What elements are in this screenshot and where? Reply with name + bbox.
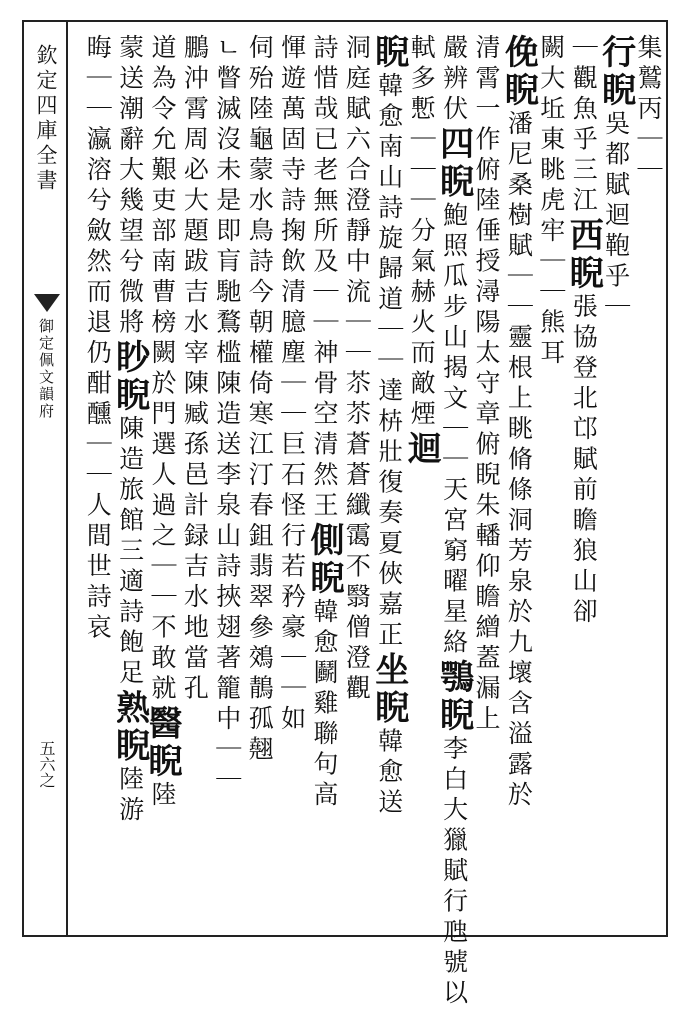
text-run: 集鷲丙 <box>634 34 663 126</box>
text-run: 吳都賦迴鞄乎｜ <box>601 110 631 324</box>
headword: 睨 <box>563 255 604 293</box>
headword: 行 <box>595 34 636 72</box>
text-run: 潘尼桑樹賦｜｜靈根上眺脩條洞芳泉於九壞含溢露於 <box>504 110 534 812</box>
headword: 睨 <box>498 72 539 110</box>
text-run: ｜｜ <box>634 125 663 187</box>
headword: 睨 <box>368 689 409 728</box>
frame-bottom-border <box>22 935 668 937</box>
text-run: 清霄一作俯陸倕授潯陽太守章俯睨朱轓仰瞻繒蓋漏上 <box>472 34 501 736</box>
headword: 睨 <box>368 34 409 72</box>
text-run: 行若矜豪｜｜如 <box>277 522 307 736</box>
text-run: 詩惜哉已老無所及｜｜神骨空清然王 <box>310 34 339 522</box>
text-run: 嚴辨伏 <box>439 34 469 126</box>
text-run: ｜｜｜分氣赫火而敵煙 <box>407 125 437 431</box>
text-run: 張協登北邙賦前瞻狼山卻 <box>569 293 599 629</box>
fish-tail-icon <box>32 292 62 314</box>
headword: 熟 <box>109 689 150 728</box>
headword: 四 <box>433 125 474 164</box>
text-run: 晦｜｜瀛溶兮斂然而退 <box>83 34 113 339</box>
text-run: 詩哀 <box>83 583 113 644</box>
page-number: 五六之 <box>37 740 56 788</box>
text-run: 陸游 <box>115 765 145 827</box>
text-column <box>75 34 119 934</box>
text-run: 鵬沖霄周必大題跋吉水宰陳臧孫邑計録吉水地當孔 <box>180 34 210 705</box>
text-run: ｜觀魚乎三江 <box>569 34 599 217</box>
headword: 睨 <box>109 727 150 766</box>
frame-top-border <box>22 20 668 22</box>
text-run: 僧澄觀 <box>342 613 372 705</box>
text-run: 蒙送潮辭大幾望兮微將 <box>115 34 145 339</box>
text-run: 陸 <box>148 781 177 812</box>
text-run: 道為令允艱吏部南曹榜闕於門選人過之｜｜不敢就 <box>148 34 177 705</box>
text-run: 李白大獵賦行虺號以 <box>439 735 469 1010</box>
headword: 西 <box>563 217 604 255</box>
text-run: 鮑照瓜步山揭文｜｜天宮窮曜星絡 <box>439 201 469 659</box>
text-run: 韓愈南山詩旋歸道｜｜達枿壯復奏夏俠嘉正 <box>374 72 404 652</box>
text-run: 洞庭賦六合澄靜中流｜｜苶苶蒼蒼纖霭不翳 <box>342 34 372 614</box>
headword: 醫 <box>142 705 182 743</box>
margin-book-title: 御定佩文韻府 <box>37 318 55 420</box>
headword: 睨 <box>109 377 150 415</box>
text-run: 軾多慙 <box>407 34 437 126</box>
headword: 睨 <box>595 72 636 110</box>
headword: 睨 <box>304 560 344 598</box>
text-run: 伺殆陸龜蒙水鳥詩今朝權倚寒江汀春鉏翡翠參鵁鶄孤翹 <box>245 34 275 766</box>
text-run: ㄴ瞥滅沒未是即肓馳鶩槛陳造送李泉山詩挾翅著籠中｜｜ <box>212 34 242 797</box>
text-run: 韓愈鬬雞聯句高 <box>310 598 339 812</box>
text-run: 韓愈送 <box>374 727 404 819</box>
text-run: 闕大坵東眺虎牢｜｜熊耳 <box>536 34 566 370</box>
text-run: 惲遊萬固寺詩掬飲清臆塵｜｜巨石怪 <box>277 34 307 522</box>
headword: 俛 <box>498 34 539 72</box>
headword: 鶚 <box>433 659 474 697</box>
frame-left-border <box>22 20 24 937</box>
text-run: 仍酣醺｜｜人間世 <box>83 339 113 583</box>
headword: 睨 <box>433 697 474 735</box>
margin-series-title: 欽定四庫全書 <box>34 44 58 194</box>
margin-divider <box>66 20 68 937</box>
headword: 睨 <box>142 743 182 781</box>
headword: 側 <box>304 522 344 560</box>
headword: 眇 <box>109 339 150 377</box>
text-run: 陳造旅館三適詩飽足 <box>115 415 145 690</box>
headword: 睨 <box>433 163 474 202</box>
headword: 迴 <box>401 430 442 469</box>
headword: 坐 <box>368 651 409 690</box>
